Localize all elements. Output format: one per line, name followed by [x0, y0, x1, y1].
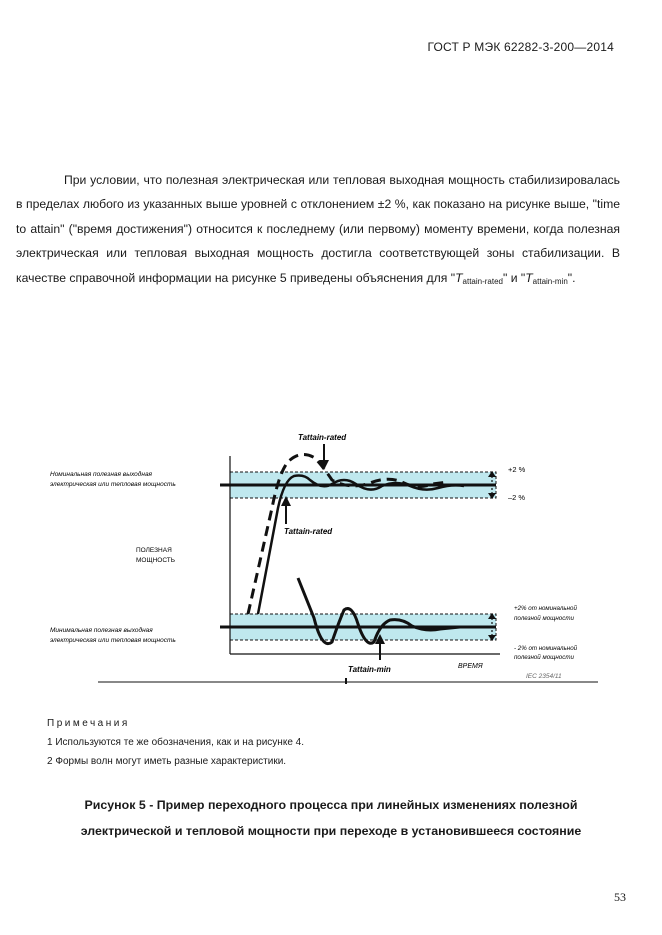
transient-figure [40, 428, 620, 698]
label-power-line1: ПОЛЕЗНАЯ [136, 547, 172, 554]
notes-title: Примечания [47, 718, 130, 729]
t-attain-min-symbol: T [525, 270, 533, 285]
label-nominal-line1: Номинальная полезная выходная [50, 471, 153, 478]
label-tattain-rated-top: Tattain-rated [298, 433, 347, 442]
transient-diagram [40, 428, 620, 698]
note-item-1: 1 Используются те же обозначения, как и на рисунке 4. [47, 737, 304, 748]
t-attain-rated-subscript: attain-rated [462, 276, 503, 286]
label-minimum-line2: электрическая или тепловая мощность [50, 637, 176, 644]
figure-caption [20, 792, 642, 844]
body-paragraph [16, 168, 620, 294]
label-tattain-rated-mid: Tattain-rated [284, 527, 333, 536]
t-attain-rated-symbol: T [455, 270, 463, 285]
t-attain-min-subscript: attain-min [532, 276, 568, 286]
label-minus-2-min-line1: - 2% от номинальной [514, 645, 578, 652]
label-tattain-min: Tattain-min [348, 665, 391, 674]
label-time-axis: ВРЕМЯ [458, 663, 483, 670]
caption-line1: Рисунок 5 - Пример переходного процесса при линейных изменениях полезной [84, 798, 578, 812]
label-minimum-line1: Минимальная полезная выходная [50, 627, 153, 634]
paragraph-end: ". [567, 270, 576, 285]
label-plus-2-min-line1: +2% от номинальной [514, 605, 577, 612]
label-minus-2-min-line2: полезной мощности [514, 654, 574, 661]
page-number: 53 [614, 890, 626, 904]
label-plus-2-min-line2: полезной мощности [514, 615, 574, 622]
label-iec-reference: IEC 2354/11 [526, 673, 562, 680]
caption-line2: электрической и тепловой мощности при переходе в установившееся состояние [80, 824, 582, 838]
label-nominal-line2: электрическая или тепловая мощность [50, 481, 176, 488]
notes-section [47, 714, 304, 771]
document-header: ГОСТ Р МЭК 62282-3-200—2014 [427, 40, 614, 54]
paragraph-connector: " и " [502, 270, 526, 285]
paragraph-text: При условии, что полезная электрическая или тепловая выходная мощность стабилизировалась в пределах любого из указанных выше уровней с отклонением ±2 %, как показано на рисунке выше, "time to attain" ("время достижения") относится к последнему (или первому) моменту времени, когда полезная электрическая или тепловая выходная мощность достигла соответствующей зоны стабилизации. В качестве справочной информации на рисунке 5 приведены объяснения для " [16, 173, 620, 285]
label-minus-2: –2 % [508, 493, 526, 502]
label-power-line2: МОЩНОСТЬ [136, 557, 176, 564]
label-plus-2: +2 % [508, 465, 526, 474]
note-item-2: 2 Формы волн могут иметь разные характеристики. [47, 756, 287, 767]
